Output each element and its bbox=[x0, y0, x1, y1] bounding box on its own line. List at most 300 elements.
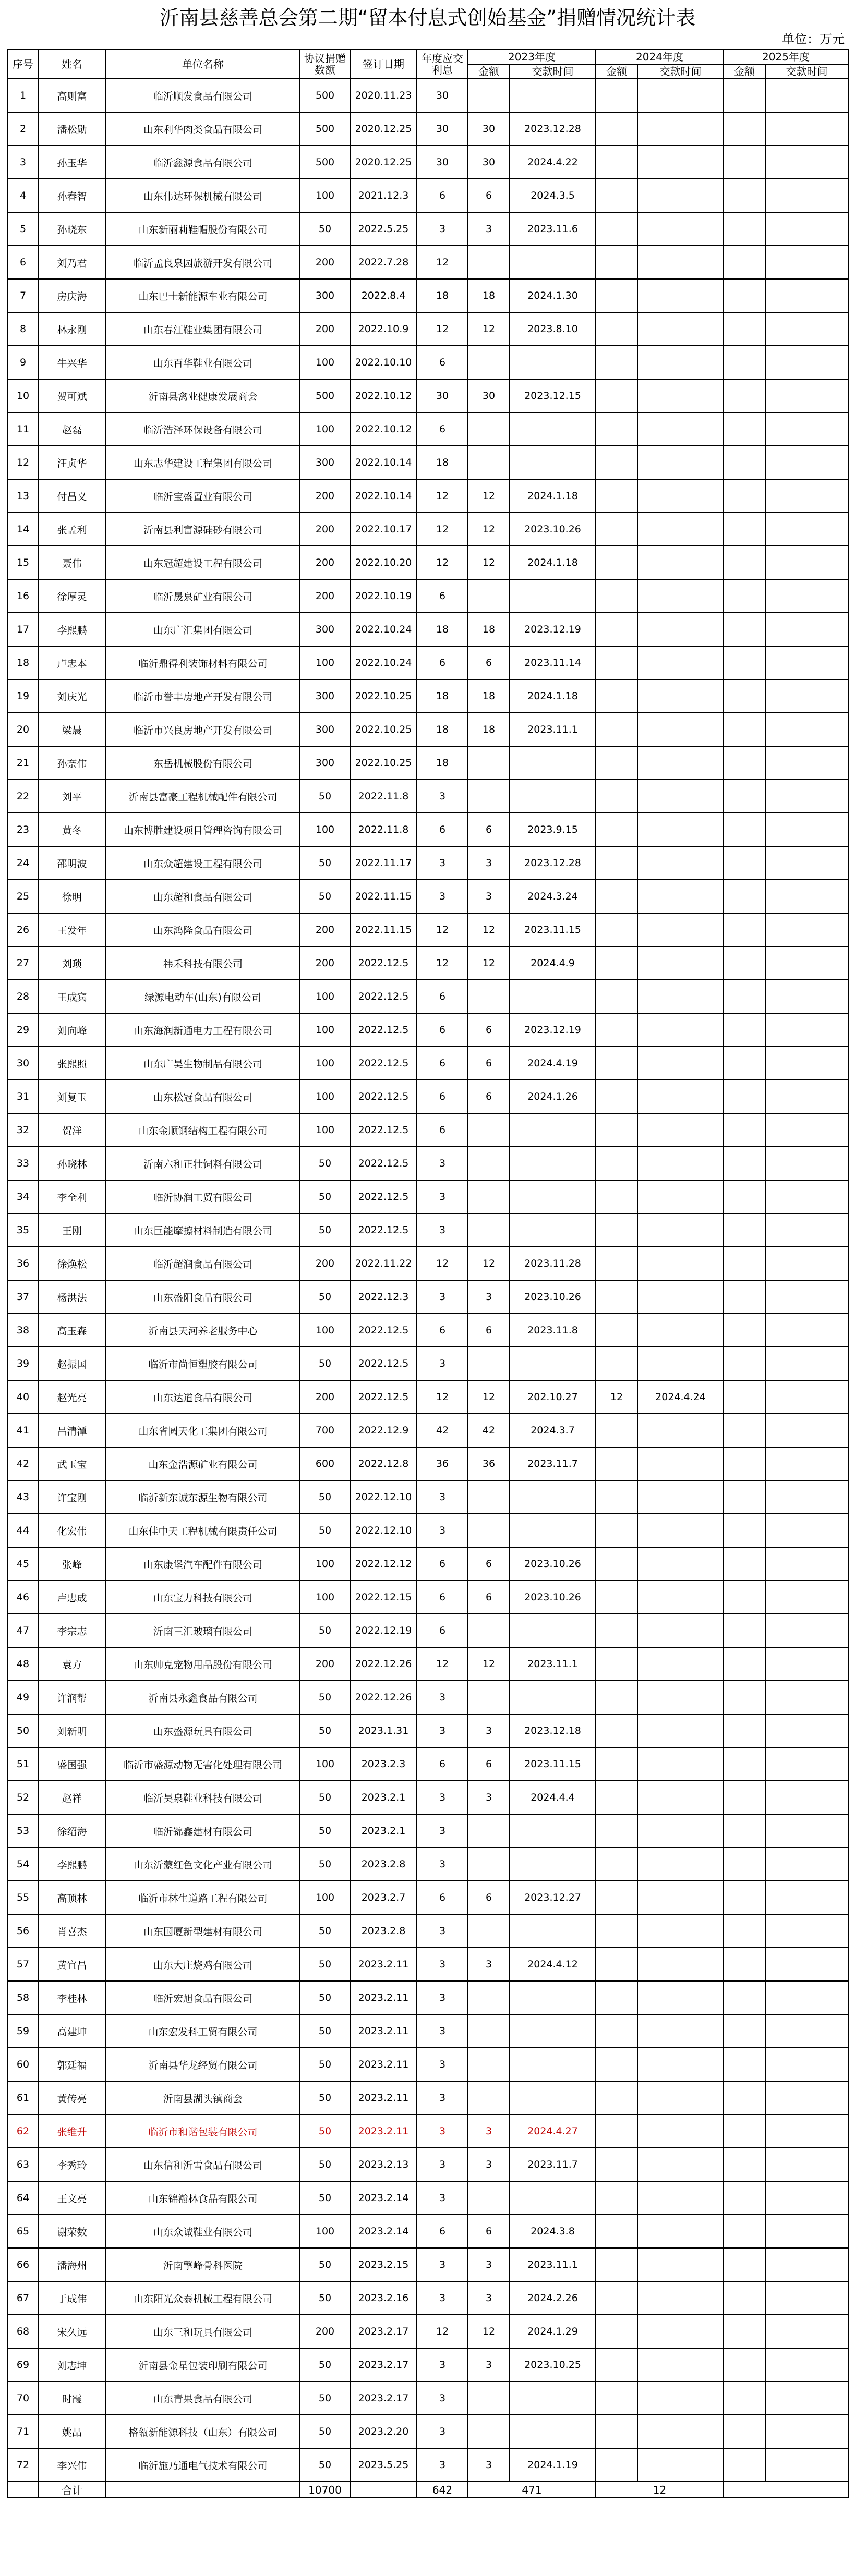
cell-2023-time: 2024.3.7 bbox=[510, 1414, 596, 1447]
cell-unit-name: 山东伟达环保机械有限公司 bbox=[106, 179, 300, 212]
cell-date: 2022.12.12 bbox=[350, 1547, 417, 1581]
cell-seq: 16 bbox=[8, 579, 38, 613]
cell-2024-time bbox=[637, 112, 724, 145]
cell-2023-time bbox=[510, 1681, 596, 1714]
cell-annual-interest: 3 bbox=[417, 2348, 468, 2381]
total-2024: 12 bbox=[596, 2482, 724, 2498]
cell-2023-time: 2023.11.1 bbox=[510, 2248, 596, 2281]
cell-amount: 50 bbox=[300, 2348, 350, 2381]
cell-2024-amount bbox=[596, 1347, 637, 1380]
cell-unit-name: 山东沂蒙红色文化产业有限公司 bbox=[106, 1848, 300, 1881]
cell-date: 2022.11.15 bbox=[350, 880, 417, 913]
header-seq: 序号 bbox=[8, 50, 38, 79]
cell-2023-amount: 12 bbox=[468, 1647, 510, 1681]
cell-2025-amount bbox=[724, 1948, 765, 1981]
cell-2024-time bbox=[637, 2081, 724, 2115]
cell-2024-amount bbox=[596, 2448, 637, 2482]
cell-amount: 100 bbox=[300, 813, 350, 846]
cell-name: 梁晨 bbox=[38, 713, 106, 746]
cell-2024-amount bbox=[596, 613, 637, 646]
cell-2025-amount bbox=[724, 112, 765, 145]
cell-amount: 50 bbox=[300, 1514, 350, 1547]
cell-2025-time bbox=[765, 79, 848, 112]
cell-amount: 50 bbox=[300, 1213, 350, 1247]
table-row bbox=[8, 780, 848, 813]
cell-date: 2023.2.8 bbox=[350, 1848, 417, 1881]
cell-2025-time bbox=[765, 2014, 848, 2048]
cell-date: 2023.2.17 bbox=[350, 2348, 417, 2381]
cell-2025-amount bbox=[724, 1047, 765, 1080]
cell-name: 袁方 bbox=[38, 1647, 106, 1681]
cell-annual-interest: 3 bbox=[417, 1948, 468, 1981]
cell-annual-interest: 18 bbox=[417, 746, 468, 780]
cell-seq: 67 bbox=[8, 2281, 38, 2315]
cell-2023-amount: 3 bbox=[468, 1781, 510, 1814]
cell-unit-name: 沂南擎峰骨科医院 bbox=[106, 2248, 300, 2281]
cell-2025-time bbox=[765, 2215, 848, 2248]
cell-seq: 49 bbox=[8, 1681, 38, 1714]
cell-2024-amount bbox=[596, 2014, 637, 2048]
cell-2023-time: 2023.11.6 bbox=[510, 212, 596, 246]
cell-2025-amount bbox=[724, 1280, 765, 1314]
table-row bbox=[8, 1647, 848, 1681]
cell-annual-interest: 12 bbox=[417, 513, 468, 546]
cell-name: 王刚 bbox=[38, 1213, 106, 1247]
cell-2024-time bbox=[637, 212, 724, 246]
cell-annual-interest: 6 bbox=[417, 1747, 468, 1781]
cell-annual-interest: 18 bbox=[417, 279, 468, 312]
cell-2023-amount: 6 bbox=[468, 1581, 510, 1614]
cell-2025-amount bbox=[724, 2281, 765, 2315]
cell-2023-time: 2023.12.19 bbox=[510, 613, 596, 646]
cell-2025-time bbox=[765, 1347, 848, 1380]
cell-2024-time bbox=[637, 1848, 724, 1881]
cell-2025-amount bbox=[724, 546, 765, 579]
cell-seq: 64 bbox=[8, 2181, 38, 2215]
cell-date: 2022.12.5 bbox=[350, 980, 417, 1013]
cell-annual-interest: 3 bbox=[417, 1981, 468, 2014]
cell-2025-time bbox=[765, 2248, 848, 2281]
cell-2024-amount bbox=[596, 246, 637, 279]
cell-amount: 50 bbox=[300, 1280, 350, 1314]
cell-name: 房庆海 bbox=[38, 279, 106, 312]
cell-seq: 56 bbox=[8, 1914, 38, 1948]
cell-seq: 28 bbox=[8, 980, 38, 1013]
table-row bbox=[8, 2181, 848, 2215]
cell-2025-amount bbox=[724, 2014, 765, 2048]
cell-annual-interest: 6 bbox=[417, 412, 468, 446]
cell-name: 张孟利 bbox=[38, 513, 106, 546]
cell-2024-time bbox=[637, 613, 724, 646]
cell-2023-time: 2023.11.14 bbox=[510, 646, 596, 679]
cell-date: 2023.2.1 bbox=[350, 1814, 417, 1848]
table-row bbox=[8, 1480, 848, 1514]
cell-seq: 17 bbox=[8, 613, 38, 646]
cell-seq: 13 bbox=[8, 479, 38, 513]
cell-annual-interest: 6 bbox=[417, 1113, 468, 1147]
cell-2024-time: 2024.4.24 bbox=[637, 1380, 724, 1414]
table-row bbox=[8, 1314, 848, 1347]
cell-amount: 50 bbox=[300, 1914, 350, 1948]
cell-2025-amount bbox=[724, 513, 765, 546]
cell-2025-time bbox=[765, 1480, 848, 1514]
cell-date: 2022.12.8 bbox=[350, 1447, 417, 1480]
cell-2024-amount bbox=[596, 1147, 637, 1180]
cell-2024-amount bbox=[596, 446, 637, 479]
cell-annual-interest: 3 bbox=[417, 2014, 468, 2048]
cell-date: 2022.10.24 bbox=[350, 646, 417, 679]
cell-2023-amount bbox=[468, 1681, 510, 1714]
cell-2023-amount: 42 bbox=[468, 1414, 510, 1447]
cell-seq: 27 bbox=[8, 946, 38, 980]
cell-name: 王成宾 bbox=[38, 980, 106, 1013]
cell-name: 许宝刚 bbox=[38, 1480, 106, 1514]
cell-amount: 300 bbox=[300, 613, 350, 646]
cell-2023-amount: 18 bbox=[468, 613, 510, 646]
total-date-cell bbox=[350, 2482, 417, 2498]
header-2025-amount: 金额 bbox=[724, 64, 765, 79]
table-row bbox=[8, 946, 848, 980]
cell-2023-amount: 30 bbox=[468, 379, 510, 412]
cell-2024-amount bbox=[596, 1080, 637, 1113]
cell-2023-amount: 6 bbox=[468, 646, 510, 679]
table-row bbox=[8, 1914, 848, 1948]
cell-unit-name: 临沂宏旭食品有限公司 bbox=[106, 1981, 300, 2014]
cell-2024-amount bbox=[596, 579, 637, 613]
cell-2023-time bbox=[510, 1213, 596, 1247]
cell-name: 高建坤 bbox=[38, 2014, 106, 2048]
cell-2025-time bbox=[765, 1948, 848, 1981]
cell-2023-time: 2024.1.30 bbox=[510, 279, 596, 312]
cell-2023-time: 2023.12.28 bbox=[510, 846, 596, 880]
cell-name: 高玉森 bbox=[38, 1314, 106, 1347]
cell-2023-amount: 3 bbox=[468, 2115, 510, 2148]
cell-seq: 10 bbox=[8, 379, 38, 412]
cell-annual-interest: 3 bbox=[417, 1180, 468, 1213]
cell-2024-amount bbox=[596, 846, 637, 880]
table-row bbox=[8, 513, 848, 546]
header-unit-name: 单位名称 bbox=[106, 50, 300, 79]
table-row bbox=[8, 2248, 848, 2281]
cell-2023-time bbox=[510, 1614, 596, 1647]
cell-unit-name: 临沂市盛源动物无害化处理有限公司 bbox=[106, 1747, 300, 1781]
header-2024: 2024年度 bbox=[596, 50, 724, 64]
table-row bbox=[8, 1814, 848, 1848]
table-row bbox=[8, 2348, 848, 2381]
cell-amount: 100 bbox=[300, 1113, 350, 1147]
cell-amount: 100 bbox=[300, 1581, 350, 1614]
cell-2024-time bbox=[637, 1914, 724, 1948]
cell-unit-name: 山东阳光众泰机械工程有限公司 bbox=[106, 2281, 300, 2315]
cell-seq: 61 bbox=[8, 2081, 38, 2115]
cell-2024-time bbox=[637, 2048, 724, 2081]
cell-annual-interest: 3 bbox=[417, 1781, 468, 1814]
cell-annual-interest: 3 bbox=[417, 2281, 468, 2315]
cell-seq: 48 bbox=[8, 1647, 38, 1681]
cell-2024-time bbox=[637, 1347, 724, 1380]
cell-2024-amount bbox=[596, 1247, 637, 1280]
cell-2025-time bbox=[765, 1881, 848, 1914]
cell-unit-name: 山东利华肉类食品有限公司 bbox=[106, 112, 300, 145]
cell-2024-time bbox=[637, 913, 724, 946]
cell-unit-name: 山东三和玩具有限公司 bbox=[106, 2315, 300, 2348]
cell-annual-interest: 6 bbox=[417, 1047, 468, 1080]
cell-seq: 45 bbox=[8, 1547, 38, 1581]
cell-seq: 34 bbox=[8, 1180, 38, 1213]
cell-2024-amount bbox=[596, 2415, 637, 2448]
cell-annual-interest: 12 bbox=[417, 312, 468, 346]
cell-unit-name: 临沂浩泽环保设备有限公司 bbox=[106, 412, 300, 446]
cell-2025-time bbox=[765, 846, 848, 880]
total-seq-cell bbox=[8, 2482, 38, 2498]
cell-amount: 100 bbox=[300, 1747, 350, 1781]
cell-2025-amount bbox=[724, 79, 765, 112]
cell-2023-amount: 6 bbox=[468, 1314, 510, 1347]
cell-2023-amount: 6 bbox=[468, 1047, 510, 1080]
table-row bbox=[8, 1747, 848, 1781]
cell-name: 贺洋 bbox=[38, 1113, 106, 1147]
cell-seq: 62 bbox=[8, 2115, 38, 2148]
cell-date: 2022.12.19 bbox=[350, 1614, 417, 1647]
cell-date: 2020.12.25 bbox=[350, 145, 417, 179]
cell-name: 孙晓林 bbox=[38, 1147, 106, 1180]
cell-2023-time bbox=[510, 2415, 596, 2448]
cell-2024-amount bbox=[596, 379, 637, 412]
cell-2024-time bbox=[637, 179, 724, 212]
cell-annual-interest: 12 bbox=[417, 946, 468, 980]
cell-unit-name: 临沂市林生道路工程有限公司 bbox=[106, 1881, 300, 1914]
cell-seq: 19 bbox=[8, 679, 38, 713]
cell-name: 牛兴华 bbox=[38, 346, 106, 379]
cell-seq: 38 bbox=[8, 1314, 38, 1347]
cell-2024-amount bbox=[596, 279, 637, 312]
total-annual: 642 bbox=[417, 2482, 468, 2498]
cell-name: 郭廷福 bbox=[38, 2048, 106, 2081]
cell-annual-interest: 6 bbox=[417, 1314, 468, 1347]
cell-name: 黄宜昌 bbox=[38, 1948, 106, 1981]
cell-seq: 70 bbox=[8, 2381, 38, 2415]
table-row bbox=[8, 1280, 848, 1314]
cell-2024-amount bbox=[596, 1681, 637, 1714]
cell-amount: 200 bbox=[300, 312, 350, 346]
cell-2023-amount: 3 bbox=[468, 1280, 510, 1314]
cell-date: 2022.10.17 bbox=[350, 513, 417, 546]
cell-date: 2023.2.14 bbox=[350, 2181, 417, 2215]
cell-2025-amount bbox=[724, 1581, 765, 1614]
table-row bbox=[8, 746, 848, 780]
cell-date: 2022.12.5 bbox=[350, 1080, 417, 1113]
cell-2023-amount bbox=[468, 446, 510, 479]
cell-name: 卢忠本 bbox=[38, 646, 106, 679]
cell-2023-time bbox=[510, 1848, 596, 1881]
cell-seq: 18 bbox=[8, 646, 38, 679]
cell-annual-interest: 6 bbox=[417, 579, 468, 613]
cell-2024-amount bbox=[596, 679, 637, 713]
table-row bbox=[8, 279, 848, 312]
cell-2023-time: 2024.4.9 bbox=[510, 946, 596, 980]
cell-unit-name: 临沂超润食品有限公司 bbox=[106, 1247, 300, 1280]
cell-seq: 7 bbox=[8, 279, 38, 312]
cell-2025-amount bbox=[724, 1480, 765, 1514]
cell-name: 刘新明 bbox=[38, 1714, 106, 1747]
cell-name: 赵振国 bbox=[38, 1347, 106, 1380]
cell-annual-interest: 6 bbox=[417, 1080, 468, 1113]
cell-2025-amount bbox=[724, 1314, 765, 1347]
cell-amount: 500 bbox=[300, 145, 350, 179]
cell-2024-time bbox=[637, 746, 724, 780]
cell-2024-time bbox=[637, 1414, 724, 1447]
table-row bbox=[8, 1714, 848, 1747]
cell-2025-time bbox=[765, 379, 848, 412]
cell-2025-amount bbox=[724, 1914, 765, 1948]
cell-2023-time: 2024.1.29 bbox=[510, 2315, 596, 2348]
cell-name: 潘松勋 bbox=[38, 112, 106, 145]
cell-2025-amount bbox=[724, 813, 765, 846]
cell-annual-interest: 18 bbox=[417, 446, 468, 479]
cell-2023-time bbox=[510, 246, 596, 279]
cell-unit-name: 山东广汇集团有限公司 bbox=[106, 613, 300, 646]
cell-2023-amount bbox=[468, 346, 510, 379]
cell-2023-amount bbox=[468, 2048, 510, 2081]
cell-date: 2022.12.9 bbox=[350, 1414, 417, 1447]
cell-2023-time bbox=[510, 1147, 596, 1180]
cell-2025-amount bbox=[724, 446, 765, 479]
cell-unit-name: 山东松冠食品有限公司 bbox=[106, 1080, 300, 1113]
cell-seq: 9 bbox=[8, 346, 38, 379]
cell-2023-amount: 3 bbox=[468, 880, 510, 913]
cell-amount: 300 bbox=[300, 746, 350, 780]
cell-name: 付昌义 bbox=[38, 479, 106, 513]
cell-name: 高则富 bbox=[38, 79, 106, 112]
cell-unit-name: 山东百华鞋业有限公司 bbox=[106, 346, 300, 379]
cell-2025-time bbox=[765, 2081, 848, 2115]
table-row bbox=[8, 446, 848, 479]
cell-seq: 59 bbox=[8, 2014, 38, 2048]
cell-name: 聂伟 bbox=[38, 546, 106, 579]
cell-amount: 50 bbox=[300, 2415, 350, 2448]
cell-2025-amount bbox=[724, 279, 765, 312]
cell-name: 李熙鹏 bbox=[38, 1848, 106, 1881]
cell-annual-interest: 6 bbox=[417, 1581, 468, 1614]
cell-2024-time bbox=[637, 2215, 724, 2248]
cell-2025-amount bbox=[724, 1013, 765, 1047]
cell-2024-amount bbox=[596, 479, 637, 513]
cell-2023-time bbox=[510, 579, 596, 613]
cell-2024-amount bbox=[596, 946, 637, 980]
cell-amount: 50 bbox=[300, 1981, 350, 2014]
cell-date: 2022.10.9 bbox=[350, 312, 417, 346]
table-row bbox=[8, 1881, 848, 1914]
cell-unit-name: 临沂市和谐包装有限公司 bbox=[106, 2115, 300, 2148]
cell-2023-amount: 12 bbox=[468, 1247, 510, 1280]
table-row bbox=[8, 2014, 848, 2048]
cell-2025-amount bbox=[724, 2081, 765, 2115]
cell-2024-amount bbox=[596, 2281, 637, 2315]
cell-amount: 50 bbox=[300, 1714, 350, 1747]
cell-2023-amount bbox=[468, 1480, 510, 1514]
header-name: 姓名 bbox=[38, 50, 106, 79]
cell-date: 2022.10.14 bbox=[350, 446, 417, 479]
cell-2025-amount bbox=[724, 346, 765, 379]
cell-seq: 26 bbox=[8, 913, 38, 946]
cell-unit-name: 临沂新东诚东源生物有限公司 bbox=[106, 1480, 300, 1514]
cell-date: 2022.11.17 bbox=[350, 846, 417, 880]
cell-2025-amount bbox=[724, 679, 765, 713]
donation-table bbox=[7, 49, 849, 2498]
cell-2025-amount bbox=[724, 2248, 765, 2281]
cell-2024-time bbox=[637, 1247, 724, 1280]
cell-seq: 52 bbox=[8, 1781, 38, 1814]
cell-seq: 68 bbox=[8, 2315, 38, 2348]
cell-amount: 50 bbox=[300, 1347, 350, 1380]
cell-seq: 57 bbox=[8, 1948, 38, 1981]
cell-date: 2023.2.16 bbox=[350, 2281, 417, 2315]
cell-name: 武玉宝 bbox=[38, 1447, 106, 1480]
table-row bbox=[8, 1080, 848, 1113]
cell-2024-amount bbox=[596, 2148, 637, 2181]
cell-annual-interest: 3 bbox=[417, 212, 468, 246]
cell-date: 2023.2.11 bbox=[350, 1948, 417, 1981]
cell-unit-name: 山东春江鞋业集团有限公司 bbox=[106, 312, 300, 346]
cell-seq: 32 bbox=[8, 1113, 38, 1147]
cell-amount: 50 bbox=[300, 1480, 350, 1514]
cell-name: 李桂林 bbox=[38, 1981, 106, 2014]
cell-2024-time bbox=[637, 2448, 724, 2482]
cell-amount: 100 bbox=[300, 1013, 350, 1047]
table-row bbox=[8, 1380, 848, 1414]
cell-seq: 47 bbox=[8, 1614, 38, 1647]
cell-amount: 100 bbox=[300, 179, 350, 212]
cell-2024-time bbox=[637, 1480, 724, 1514]
cell-name: 李熙鹏 bbox=[38, 613, 106, 646]
cell-2023-amount bbox=[468, 1180, 510, 1213]
cell-2023-time: 2023.11.1 bbox=[510, 713, 596, 746]
cell-2024-time bbox=[637, 446, 724, 479]
total-2023: 471 bbox=[468, 2482, 596, 2498]
cell-date: 2022.12.5 bbox=[350, 1347, 417, 1380]
cell-2025-amount bbox=[724, 1147, 765, 1180]
cell-amount: 50 bbox=[300, 880, 350, 913]
cell-2025-amount bbox=[724, 780, 765, 813]
cell-2024-amount bbox=[596, 346, 637, 379]
cell-2024-time bbox=[637, 780, 724, 813]
table-row bbox=[8, 1781, 848, 1814]
cell-2024-time bbox=[637, 646, 724, 679]
table-row bbox=[8, 2081, 848, 2115]
cell-unit-name: 山东众超建设工程有限公司 bbox=[106, 846, 300, 880]
cell-2023-time: 2024.3.5 bbox=[510, 179, 596, 212]
cell-2025-amount bbox=[724, 1447, 765, 1480]
cell-2023-time: 2024.4.4 bbox=[510, 1781, 596, 1814]
cell-seq: 25 bbox=[8, 880, 38, 913]
cell-2025-time bbox=[765, 1047, 848, 1080]
cell-amount: 100 bbox=[300, 980, 350, 1013]
cell-annual-interest: 6 bbox=[417, 179, 468, 212]
cell-annual-interest: 36 bbox=[417, 1447, 468, 1480]
cell-2023-time bbox=[510, 2014, 596, 2048]
cell-unit-name: 山东青果食品有限公司 bbox=[106, 2381, 300, 2415]
cell-annual-interest: 3 bbox=[417, 2415, 468, 2448]
cell-amount: 50 bbox=[300, 1781, 350, 1814]
table-row bbox=[8, 713, 848, 746]
cell-unit-name: 沂南六和正壮饲料有限公司 bbox=[106, 1147, 300, 1180]
cell-2023-amount: 12 bbox=[468, 513, 510, 546]
cell-2023-time bbox=[510, 980, 596, 1013]
cell-2023-amount: 12 bbox=[468, 312, 510, 346]
cell-amount: 100 bbox=[300, 412, 350, 446]
cell-annual-interest: 30 bbox=[417, 79, 468, 112]
cell-date: 2023.2.15 bbox=[350, 2248, 417, 2281]
